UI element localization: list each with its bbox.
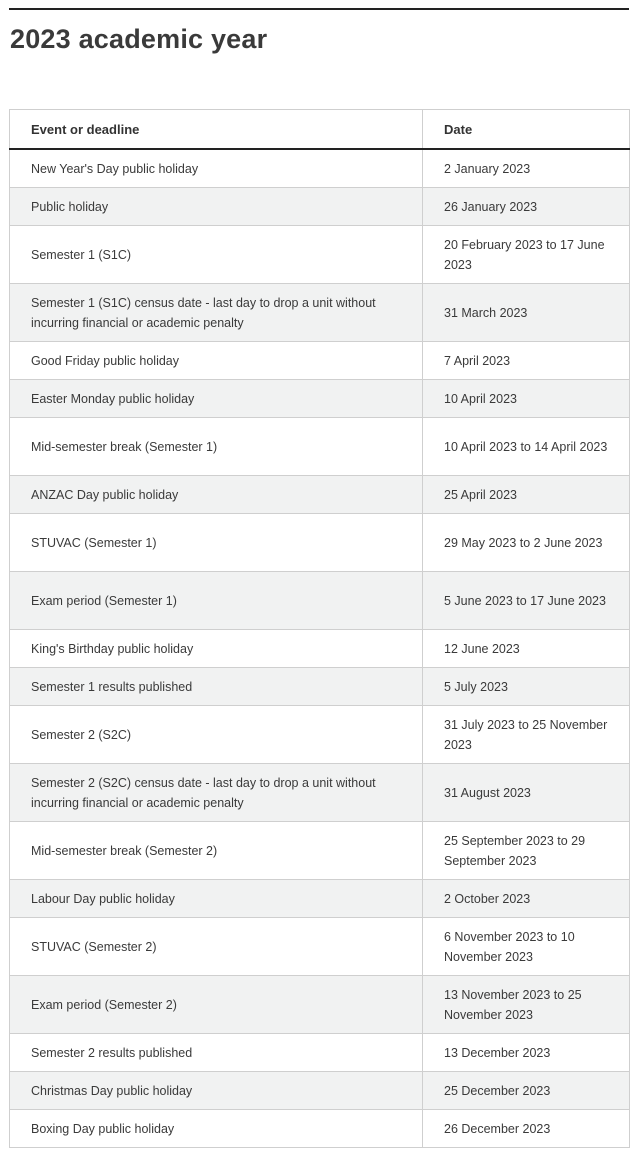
date-cell: 6 November 2023 to 10 November 2023	[423, 918, 630, 976]
page-title: 2023 academic year	[10, 24, 268, 54]
academic-calendar-table	[9, 109, 630, 1148]
event-cell: ANZAC Day public holiday	[10, 476, 423, 514]
date-cell: 25 September 2023 to 29 September 2023	[423, 822, 630, 880]
event-cell: New Year's Day public holiday	[10, 149, 423, 188]
date-cell: 29 May 2023 to 2 June 2023	[423, 514, 630, 572]
date-cell: 25 December 2023	[423, 1072, 630, 1110]
table-row	[10, 380, 630, 418]
date-cell: 26 December 2023	[423, 1110, 630, 1148]
table-row	[10, 572, 630, 630]
header-date: Date	[423, 110, 630, 150]
table-row	[10, 706, 630, 764]
date-cell: 13 November 2023 to 25 November 2023	[423, 976, 630, 1034]
event-cell: Exam period (Semester 2)	[10, 976, 423, 1034]
event-cell: Semester 2 (S2C)	[10, 706, 423, 764]
event-cell: Good Friday public holiday	[10, 342, 423, 380]
date-cell: 12 June 2023	[423, 630, 630, 668]
date-cell: 25 April 2023	[423, 476, 630, 514]
event-cell: Mid-semester break (Semester 1)	[10, 418, 423, 476]
date-cell: 2 October 2023	[423, 880, 630, 918]
event-cell: Christmas Day public holiday	[10, 1072, 423, 1110]
table-row	[10, 514, 630, 572]
event-cell: Mid-semester break (Semester 2)	[10, 822, 423, 880]
event-cell: Exam period (Semester 1)	[10, 572, 423, 630]
event-cell: Semester 1 results published	[10, 668, 423, 706]
event-cell: Semester 2 (S2C) census date - last day to drop a unit without incurring financial or academic penalty	[10, 764, 423, 822]
date-cell: 5 July 2023	[423, 668, 630, 706]
table-header-row	[10, 110, 630, 150]
date-cell: 5 June 2023 to 17 June 2023	[423, 572, 630, 630]
table-row	[10, 918, 630, 976]
table-row	[10, 976, 630, 1034]
table-row	[10, 668, 630, 706]
table-row	[10, 880, 630, 918]
table-row	[10, 822, 630, 880]
table-row	[10, 1110, 630, 1148]
table-row	[10, 476, 630, 514]
table-row	[10, 342, 630, 380]
table-row	[10, 188, 630, 226]
date-cell: 2 January 2023	[423, 149, 630, 188]
table-row	[10, 764, 630, 822]
event-cell: Semester 1 (S1C)	[10, 226, 423, 284]
header-event: Event or deadline	[10, 110, 423, 150]
date-cell: 26 January 2023	[423, 188, 630, 226]
top-divider	[9, 8, 629, 10]
table-row	[10, 418, 630, 476]
event-cell: Semester 2 results published	[10, 1034, 423, 1072]
date-cell: 31 August 2023	[423, 764, 630, 822]
event-cell: STUVAC (Semester 1)	[10, 514, 423, 572]
event-cell: Labour Day public holiday	[10, 880, 423, 918]
table-row	[10, 284, 630, 342]
table-row	[10, 1034, 630, 1072]
date-cell: 20 February 2023 to 17 June 2023	[423, 226, 630, 284]
table-row	[10, 1072, 630, 1110]
table-row	[10, 226, 630, 284]
event-cell: Semester 1 (S1C) census date - last day to drop a unit without incurring financial or academic penalty	[10, 284, 423, 342]
table-row	[10, 630, 630, 668]
date-cell: 10 April 2023	[423, 380, 630, 418]
date-cell: 7 April 2023	[423, 342, 630, 380]
date-cell: 31 July 2023 to 25 November 2023	[423, 706, 630, 764]
event-cell: King's Birthday public holiday	[10, 630, 423, 668]
date-cell: 10 April 2023 to 14 April 2023	[423, 418, 630, 476]
event-cell: Public holiday	[10, 188, 423, 226]
event-cell: Easter Monday public holiday	[10, 380, 423, 418]
date-cell: 31 March 2023	[423, 284, 630, 342]
event-cell: STUVAC (Semester 2)	[10, 918, 423, 976]
date-cell: 13 December 2023	[423, 1034, 630, 1072]
table-row	[10, 149, 630, 188]
event-cell: Boxing Day public holiday	[10, 1110, 423, 1148]
